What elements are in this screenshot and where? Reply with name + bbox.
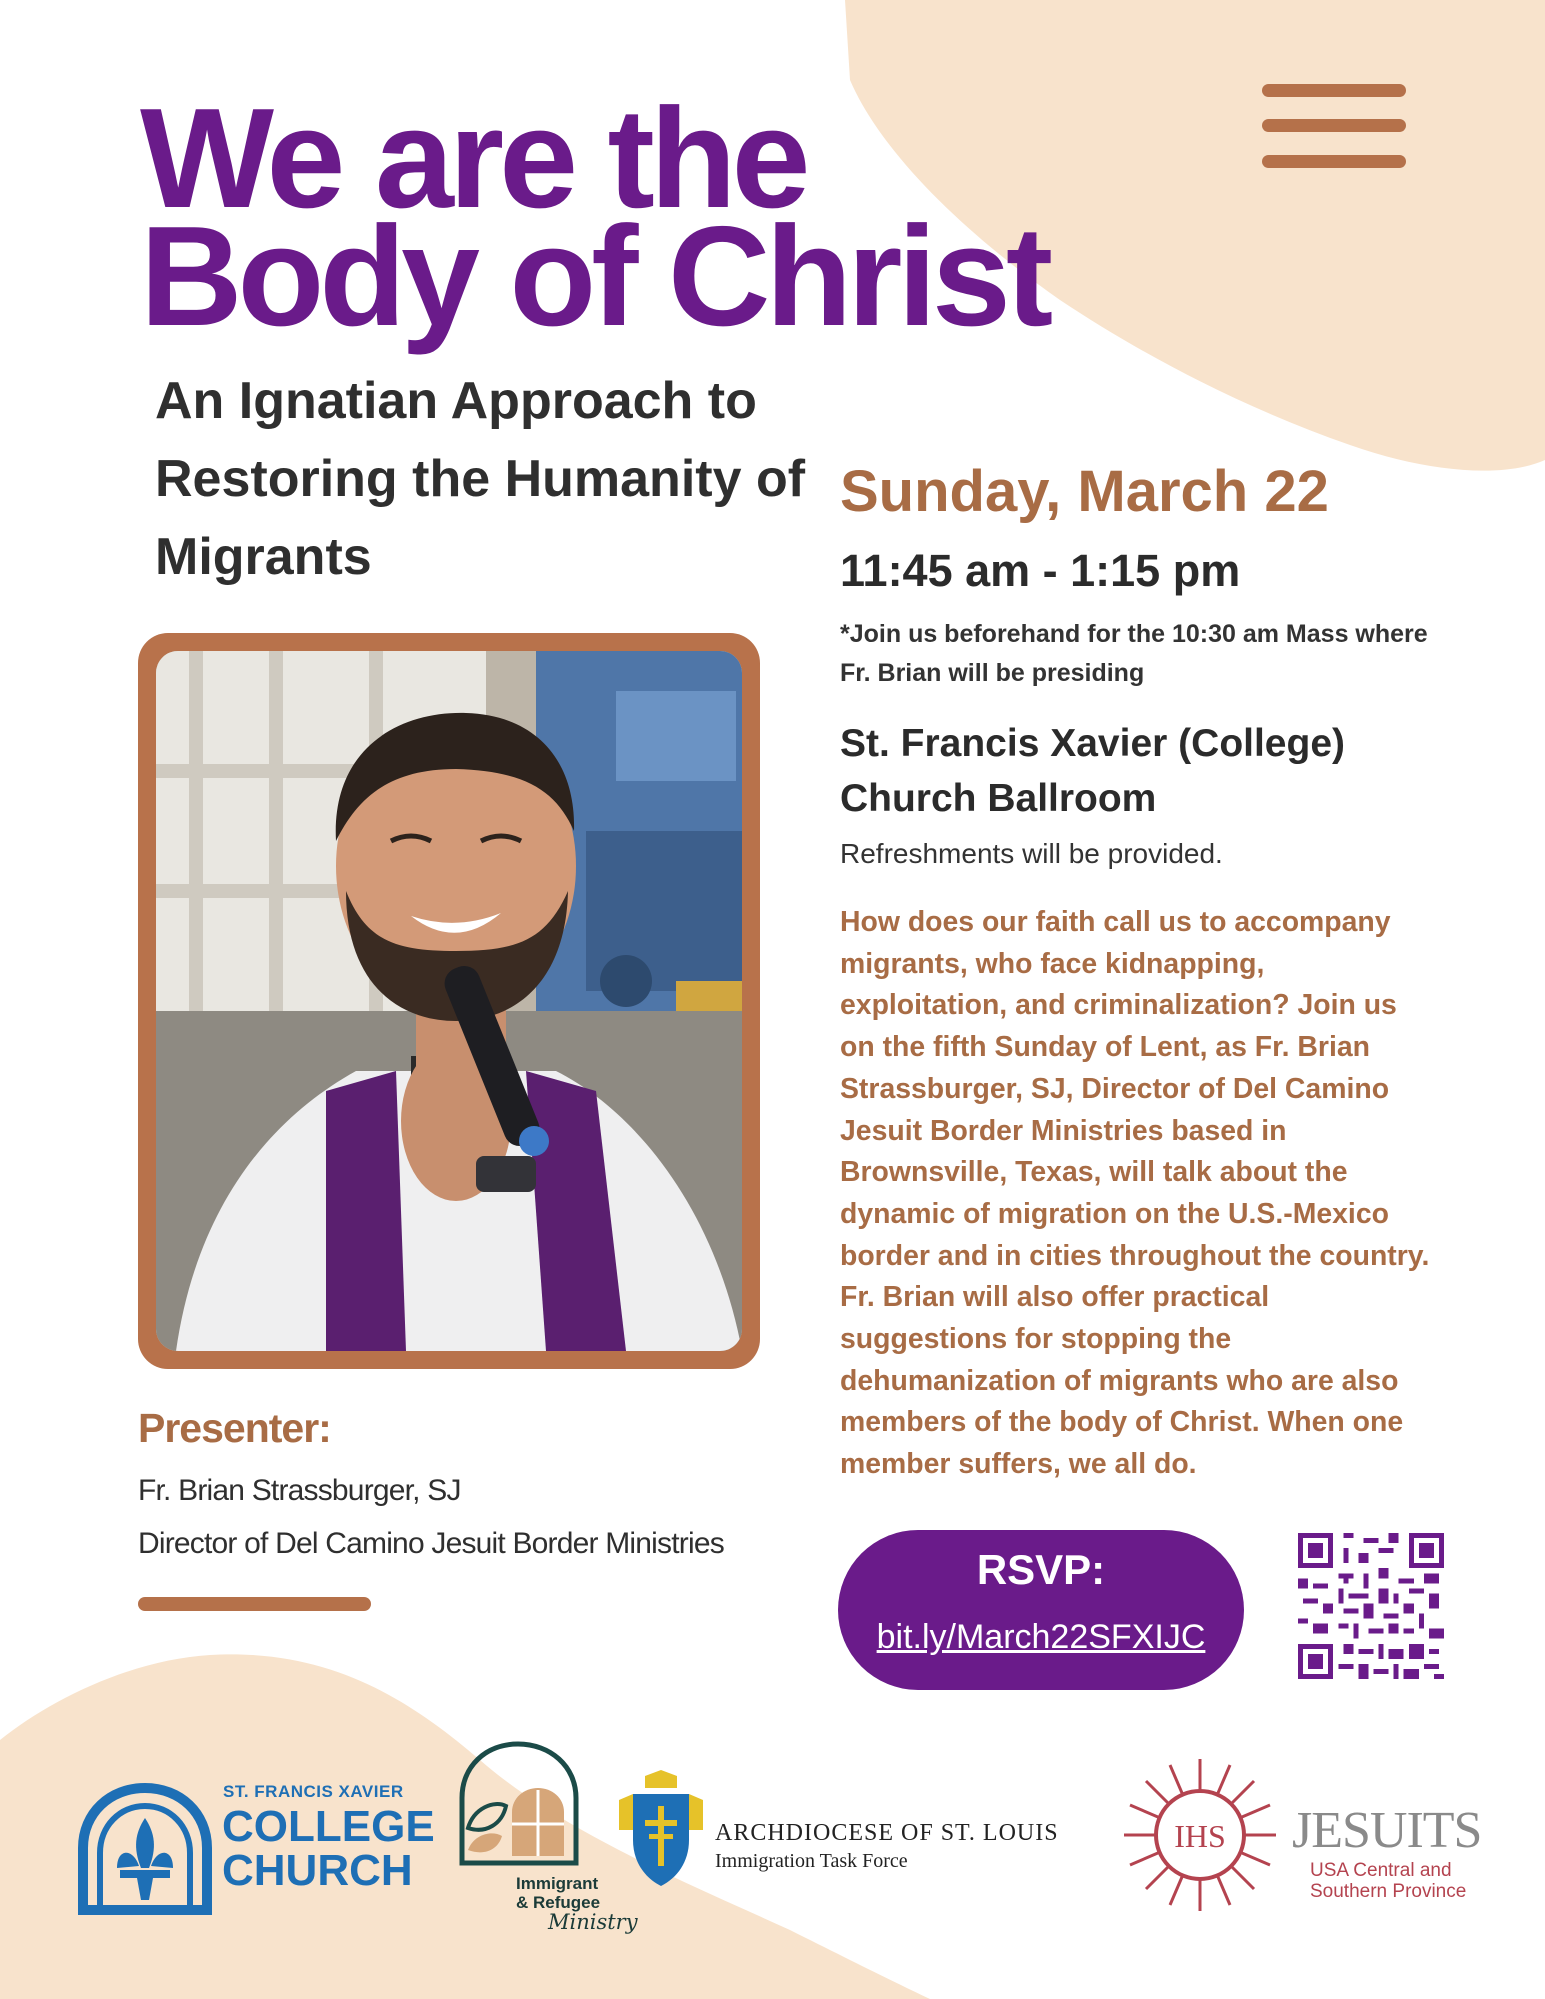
presenter-role: Director of Del Camino Jesuit Border Ministries — [138, 1527, 724, 1560]
event-venue: St. Francis Xavier (College) Church Ballroom — [840, 722, 1346, 820]
qr-code[interactable] — [1298, 1533, 1444, 1679]
archdiocese-logo — [615, 1770, 1095, 1900]
arch-window-icon — [454, 1738, 584, 1868]
jesuit-seal-text: IHS — [1174, 1818, 1226, 1854]
jesuit-sun-seal-icon — [1120, 1755, 1280, 1915]
jesuits-line1: JESUITS — [1292, 1802, 1482, 1859]
archdiocese-line2: Immigration Task Force — [715, 1850, 908, 1872]
college-church-logo — [75, 1778, 435, 1923]
jesuits-logo — [1120, 1755, 1480, 1915]
event-subtitle: An Ignatian Approach to Restoring the Humanity of Migrants — [155, 372, 806, 586]
presenter-photo — [156, 651, 742, 1351]
college-church-line1: ST. FRANCIS XAVIER — [223, 1782, 404, 1801]
archdiocese-crest-icon — [615, 1770, 707, 1890]
mass-note: *Join us beforehand for the 10:30 am Mass where Fr. Brian will be presiding — [840, 620, 1428, 687]
college-church-line3: CHURCH — [222, 1846, 413, 1895]
jesuits-line2: USA Central and — [1310, 1860, 1452, 1881]
rsvp-link[interactable]: bit.ly/March22SFXIJC — [876, 1618, 1206, 1656]
college-church-line2: COLLEGE — [222, 1802, 435, 1851]
refugee-ministry-line3: Ministry — [548, 1910, 638, 1934]
event-description: How does our faith call us to accompany migrants, who face kidnapping, exploitation, and criminalization? Join us on the fifth Sunday of Lent, as Fr. Brian Strassburger, SJ, Director of Del Camino Jesuit Border Ministries based in Brownsville, Texas, will talk about the dynamic of migration on the U.S.-Mexico border and in cities throughout the country. Fr. Brian will also offer practical suggestions for stopping the dehumanization of migrants who are also members of the body of Christ. When one member suffers, we all do. — [840, 906, 1430, 1481]
rsvp-label: RSVP: — [976, 1546, 1106, 1593]
archdiocese-line1: ARCHDIOCESE OF ST. LOUIS — [715, 1820, 1059, 1846]
refugee-ministry-line1: Immigrant — [516, 1874, 599, 1893]
rsvp-pill — [838, 1530, 1244, 1690]
event-date: Sunday, March 22 — [840, 459, 1329, 524]
refugee-ministry-line2: & Refugee — [516, 1893, 601, 1912]
event-title: We are the Body of Christ — [140, 79, 1049, 356]
divider-bar — [138, 1597, 371, 1611]
jesuits-line3: Southern Province — [1310, 1881, 1467, 1902]
presenter-name: Fr. Brian Strassburger, SJ — [138, 1474, 461, 1507]
presenter-label: Presenter: — [138, 1405, 331, 1451]
refreshments-note: Refreshments will be provided. — [840, 838, 1223, 869]
event-time: 11:45 am - 1:15 pm — [840, 545, 1241, 596]
fleur-de-lis-icon — [75, 1778, 215, 1918]
presenter-photo-frame — [138, 633, 760, 1369]
